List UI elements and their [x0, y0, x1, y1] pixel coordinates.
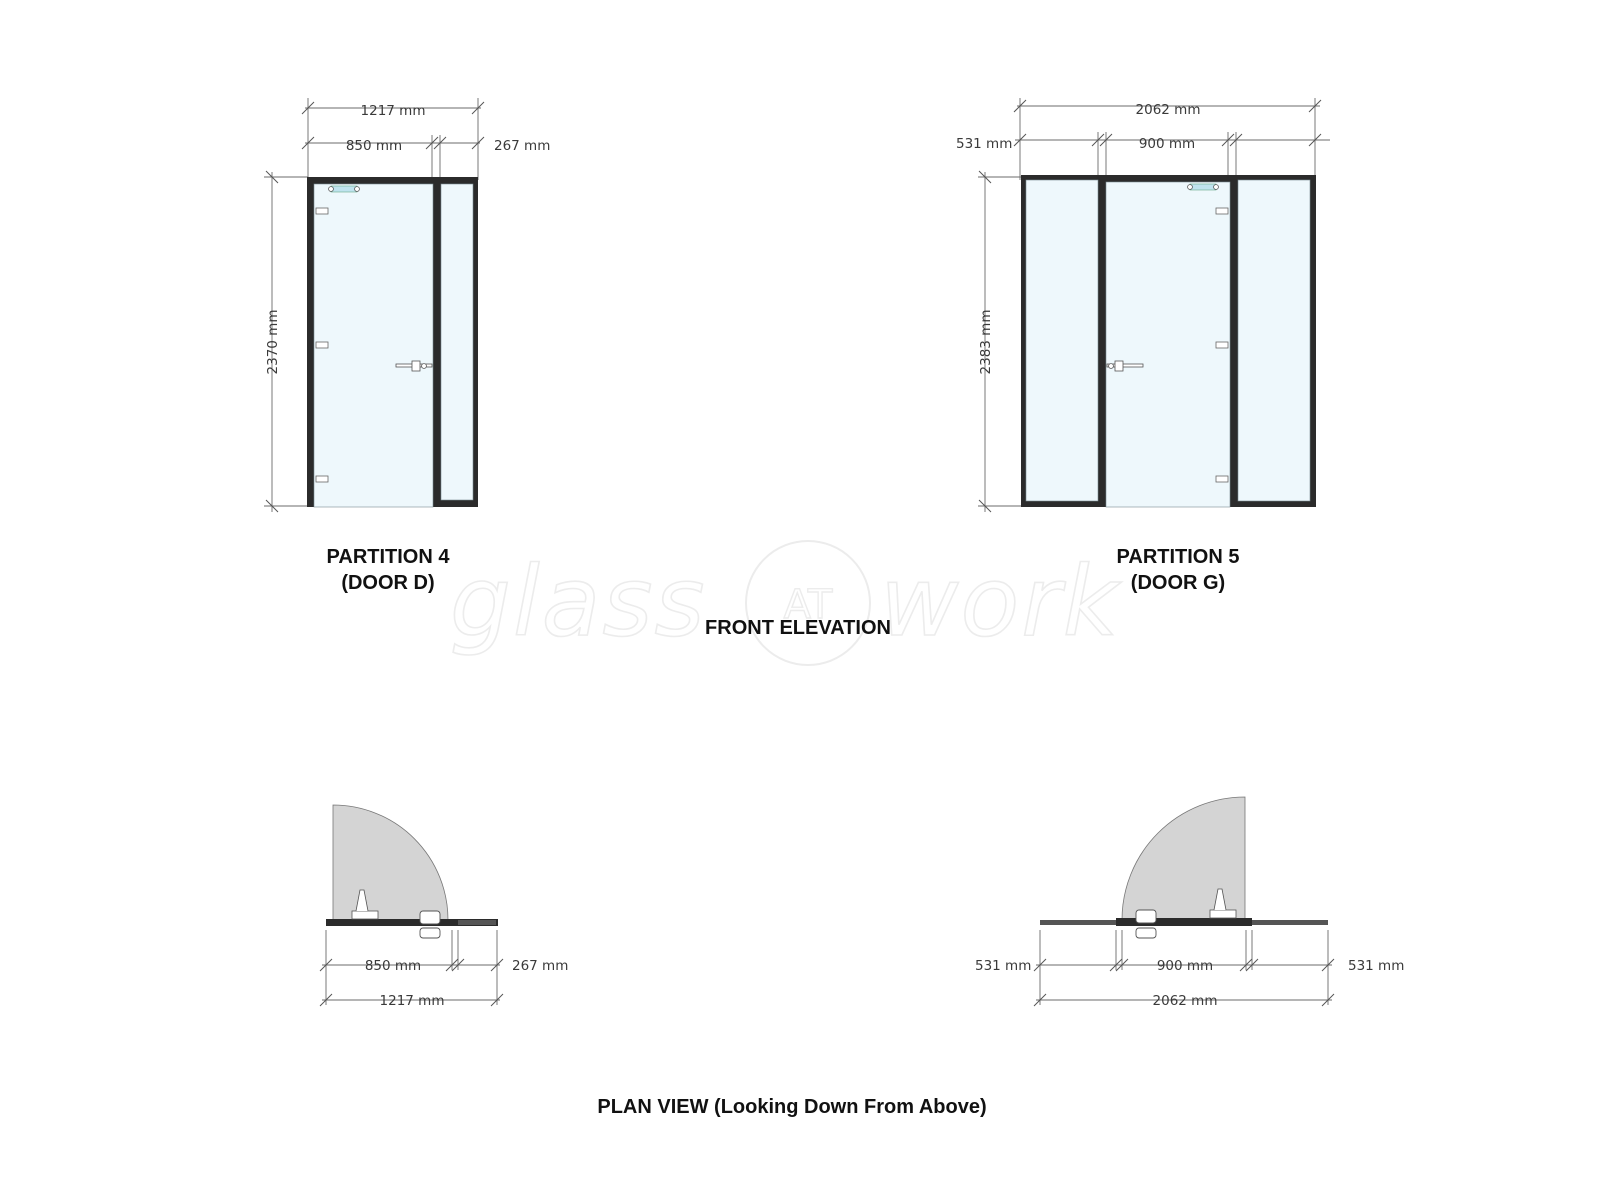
p4-plan-door-width-label: 850 mm: [364, 958, 422, 974]
p5-height-label: 2383 mm: [978, 309, 994, 375]
p4-top-patch-icon: [331, 186, 357, 192]
p4-door-glass: [314, 184, 433, 507]
p4-plan-side-width-label: 267 mm: [512, 958, 569, 974]
p5-hinge-icon: [1216, 476, 1228, 482]
watermark: [450, 541, 1122, 665]
plan-view-title: PLAN VIEW (Looking Down From Above): [597, 1096, 987, 1118]
p5-left-glass: [1026, 180, 1098, 501]
watermark-text-mid: AT: [783, 582, 833, 628]
p4-hinge-icon: [316, 208, 328, 214]
p5-subtitle: (DOOR G): [1130, 572, 1226, 594]
p4-side-glass: [441, 184, 473, 500]
watermark-text-right: work: [880, 546, 1121, 658]
p4-plan-side-panel: [458, 920, 496, 925]
p4-pivot-icon: [355, 187, 360, 192]
p4-hinge-icon: [316, 342, 328, 348]
p4-height-label: 2370 mm: [265, 309, 281, 375]
p4-overall-width-label: 1217 mm: [360, 103, 426, 119]
p5-title: PARTITION 5: [1116, 546, 1240, 568]
p5-plan-left-width-label: 531 mm: [975, 958, 1032, 974]
partition4-elevation: [264, 98, 550, 594]
p4-title: PARTITION 4: [326, 546, 450, 568]
p5-top-patch-icon: [1190, 184, 1216, 190]
partition5-elevation: [956, 98, 1330, 594]
p5-plan-right-width-label: 531 mm: [1348, 958, 1405, 974]
p5-plan-right-panel: [1252, 920, 1328, 925]
p5-hinge-icon: [1216, 208, 1228, 214]
p4-pivot-icon: [329, 187, 334, 192]
partition5-plan: [975, 797, 1404, 1009]
front-elevation-title: FRONT ELEVATION: [705, 617, 891, 639]
p5-plan-overall-width-label: 2062 mm: [1152, 993, 1218, 1009]
p5-right-glass: [1238, 180, 1310, 501]
p4-door-width-label: 850 mm: [345, 138, 403, 154]
p4-side-width-label: 267 mm: [494, 138, 551, 154]
p5-pivot-icon: [1214, 185, 1219, 190]
p5-door-swing: [1122, 797, 1245, 920]
p4-plan-overall-width-label: 1217 mm: [379, 993, 445, 1009]
p4-subtitle: (DOOR D): [341, 572, 435, 594]
p5-pivot-icon: [1188, 185, 1193, 190]
p5-plan-left-panel: [1040, 920, 1116, 925]
watermark-text-left: glass: [450, 546, 707, 658]
p4-door-swing: [333, 805, 448, 920]
p5-overall-width-label: 2062 mm: [1135, 102, 1201, 118]
p5-door-width-label: 900 mm: [1138, 136, 1196, 152]
p5-plan-door-width-label: 900 mm: [1156, 958, 1214, 974]
p5-hinge-icon: [1216, 342, 1228, 348]
partition4-plan: [320, 805, 568, 1009]
p5-door-glass: [1106, 182, 1230, 507]
p5-left-width-label: 531 mm: [956, 136, 1013, 152]
p4-hinge-icon: [316, 476, 328, 482]
